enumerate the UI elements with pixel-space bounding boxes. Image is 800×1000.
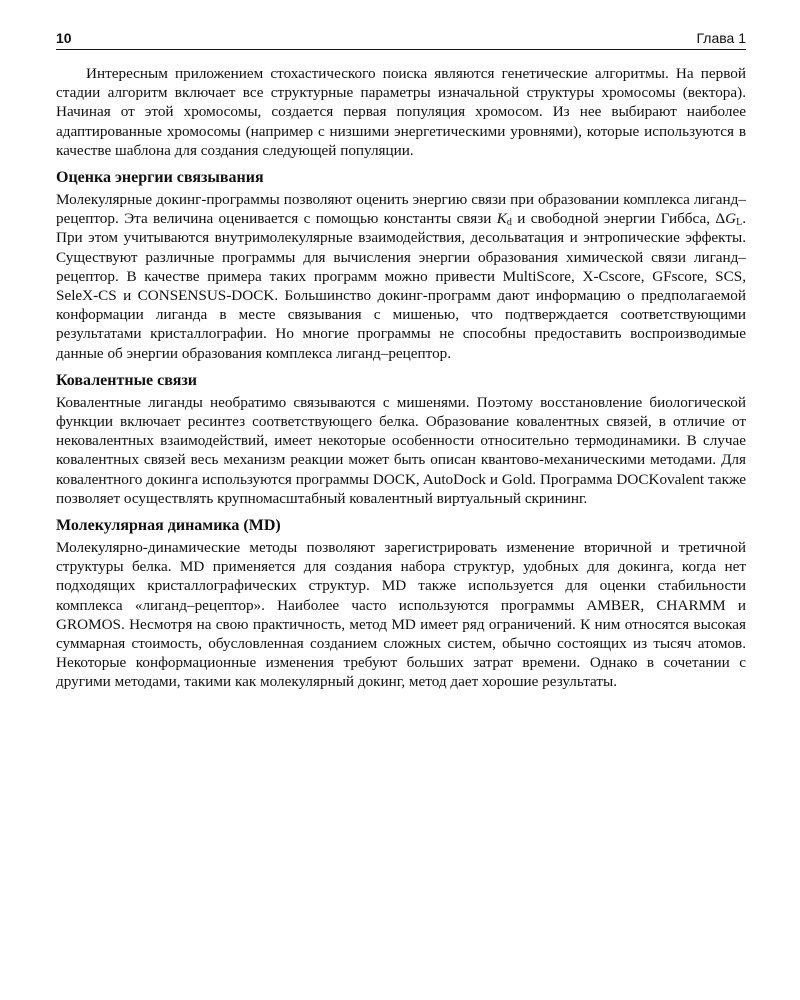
section-covalent-bonds xyxy=(56,371,746,508)
section-title-molecular-dynamics: Молекулярная динамика (MD) xyxy=(56,517,281,535)
g-symbol: G xyxy=(725,210,737,228)
paragraph-covalent-bonds: Ковалентные лиганды необратимо связываются с мишенями. Поэтому восстановление биологической функции включает ресинтез соответствующего белка. Образование ковалентных связей, в отличие от нековалентных взаимодействий, имеет некоторые особенности относительно термодинамики. В случае ковалентных связей весь механизм реакции может быть описан квантово-механическими методами. Для ковалентного докинга используются программы DOCK, AutoDock и Gold. Программа DOCKovalent также позволяет осуществлять крупномасштабный ковалентный виртуальный скрининг. xyxy=(56,393,746,507)
paragraph-molecular-dynamics: Молекулярно-динамические методы позволяют зарегистрировать изменение вторичной и третичной структуры белка. MD применяется для создания набора структур, удобных для докинга, когда нет подходящих кристаллографических структур. MD также используется для оценки стабильности комплекса «лиганд–рецептор». Наиболее часто используются программы AMBER, CHARMM и GROMOS. Несмотря на свою практичность, метод MD имеет ряд ограничений. К ним относятся высокая суммарная стоимость, обусловленная созданием сложных систем, обычно состоящих из тысяч атомов. Некоторые конформационные изменения требуют больших затрат времени. Однако в сочетании с другими методами, такими как молекулярный докинг, метод дает хорошие результаты. xyxy=(56,539,746,691)
kd-subscript: d xyxy=(506,217,512,229)
paragraph-binding-energy xyxy=(56,190,746,363)
binding-text-part2: и свободной энергии Гиббса, Δ xyxy=(511,210,726,228)
book-page xyxy=(56,30,746,692)
binding-text-part1: Молекулярные докинг-программы позволяют оценить энергию связи при образовании комплекса лиганд–рецептор. Эта величина оценивается с помощью константы связи xyxy=(56,191,746,228)
binding-text-part3: . При этом учитываются внутримолекулярные взаимодействия, десольватация и энтропические эффекты. Существуют различные программы для вычисления энергии образования химической связи лиганд–рецептор. В качестве примера таких программ можно привести MultiScore, X-Cscore, GFscore, SCS, SeleX-CS и CONSENSUS-DOCK. Большинство докинг-программ дают информацию о предполагаемой конформации лиганда в месте связывания с мишенью, что подтверждается соответствующими результатами кристаллографии. Но многие программы не способны предоставить воспроизводимые данные об энергии образования комплекса лиганд–рецептор. xyxy=(56,210,746,362)
intro-paragraph: Интересным приложением стохастического поиска являются генетические алгоритмы. На первой стадии алгоритм включает все структурные параметры изначальной структуры хромосомы (вектора). Начиная от этой хромосомы, создается первая популяция хромосом. Из нее выбирают наиболее адаптированные хромосомы (например с низшими энергетическими уровнями), которые используются в качестве шаблона для создания следующей популяции. xyxy=(56,65,746,159)
running-header xyxy=(56,30,746,50)
page-number: 10 xyxy=(56,30,72,46)
kd-symbol: K xyxy=(496,210,507,228)
section-title-binding-energy: Оценка энергии связывания xyxy=(56,169,264,187)
g-subscript: L xyxy=(736,217,743,229)
section-title-covalent-bonds: Ковалентные связи xyxy=(56,371,197,389)
section-binding-energy xyxy=(56,168,746,363)
section-molecular-dynamics xyxy=(56,516,746,692)
chapter-label: Глава 1 xyxy=(696,30,746,46)
